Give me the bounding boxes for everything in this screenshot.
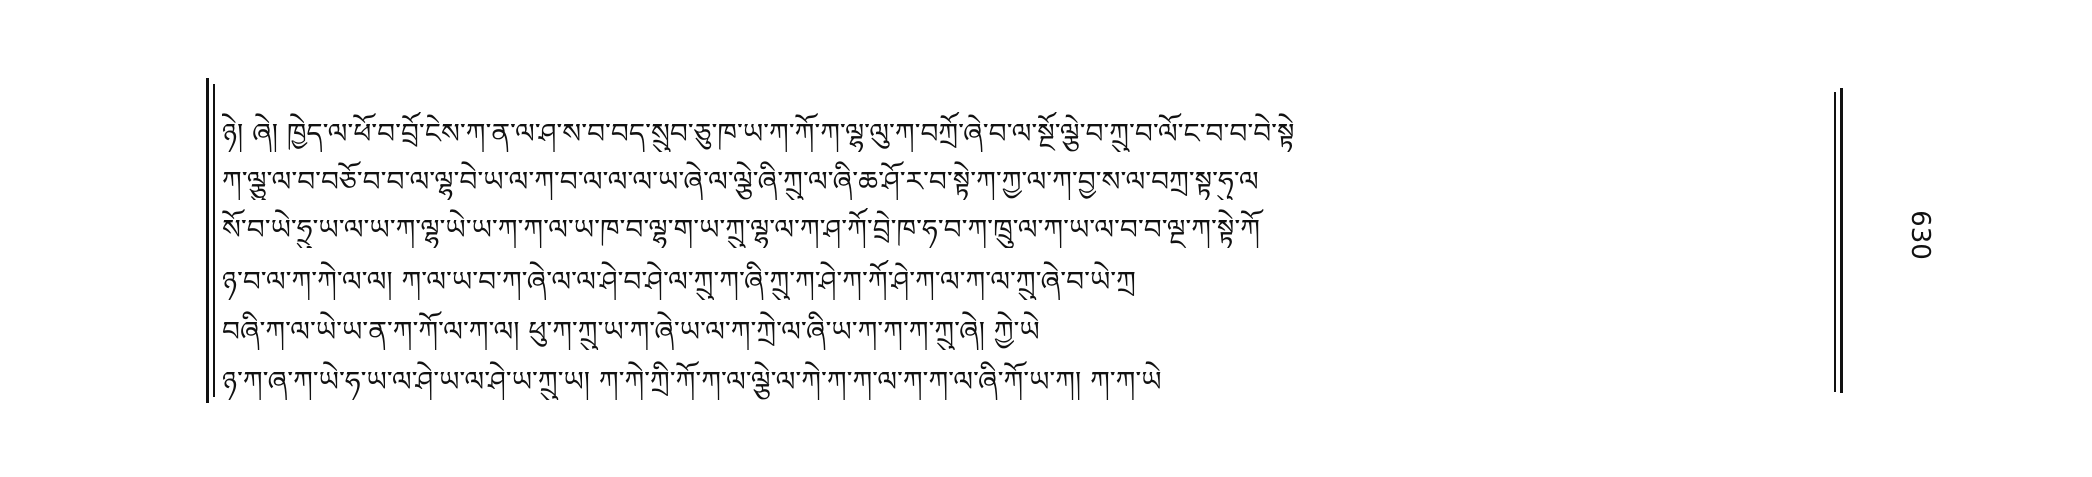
right-inner-border	[1834, 92, 1836, 392]
page-number: 630	[1905, 210, 1935, 260]
text-line-3: སོ་བ་ཡེ་ཧྲུ་ཡ་ལ་ཡ་ཀ་ལྷ་ཡེ་ཡ་ཀ་ཀ་ལ་ཡ་ཁ་བ་ལྷ་ག་ཡ་ཀྲུ་ལྷ་ལ་ཀ་ཤ་ཀོ་བྲེ་ཁ་ཧ་བ་ཀ་ཁྲུ་ལ་ཀ་ཡ་ལ་བ་བ་ལྔ་ཀ་སྟེ་ཀོ	[222, 213, 1260, 246]
text-line-6: ཉ་ཀ་ཞ་ཀ་ཡེ་ཧ་ཡ་ལ་ཤེ་ཡ་ལ་ཤེ་ཡ་ཀྲུ་ཡ། ཀ་ཀེ་ཀྲི་ཀོ་ཀ་ལ་ལྕེ་ལ་ཀེ་ཀ་ཀ་ལ་ཀ་ཀ་ལ་ཞི་ཀོ་ཡ་ཀ། ཀ་ཀ་ཡེ	[222, 365, 1162, 398]
text-line-2: ཀ་ལྕུ་ལ་བ་བཅོ་བ་བ་ལ་ལྷ་བེ་ཡ་ལ་ཀ་བ་ལ་ལ་ལ་ཡ་ཞེ་ལ་ལྕེ་ཞི་ཀྲུ་ལ་ཞི་ཆ་ཤོ་ར་བ་སྟེ་ཀ་ཀྱ་ལ་ཀ་བྱ་ས་ལ་བཀྲ་སྟ་ཧུ་ལ	[222, 165, 1259, 198]
text-line-4: ཉ་བ་ལ་ཀ་ཀེ་ལ་ལ། ཀ་ལ་ཡ་བ་ཀ་ཞེ་ལ་ལ་ཤེ་བ་ཤེ་ལ་ཀྲུ་ཀ་ཞི་ཀྲུ་ཀ་ཤེ་ཀ་ཀོ་ཤེ་ཀ་ལ་ཀ་ལ་ཀྲུ་ཞེ་བ་ཡེ་ཀྲ	[222, 265, 1136, 298]
folio-text-block	[222, 112, 1826, 402]
text-line-5: བཞི་ཀ་ལ་ཡེ་ཡ་ན་ཀ་ཀོ་ལ་ཀ་ལ། ཕུ་ཀ་ཀྲུ་ཡ་ཀ་ཞེ་ཡ་ལ་ཀ་ཀྲེ་ལ་ཞི་ཡ་ཀ་ཀ་ཀ་ཀྲུ་ཞེ། ཀྱེ་ཡེ	[222, 315, 1040, 348]
text-line-1: ཉེ། ཞེ། ཁྱེད་ལ་ཕོ་བ་བྲོ་ངེས་ཀ་ན་ལ་ཤ་ས་བ་བད་སྲུབ་ཅུ་ཁ་ཡ་ཀ་ཀོ་ཀ་ལྷ་ལུ་ཀ་བཀྲོ་ཞེ་བ་ལ་སྔོ་ལྕེ་བ་ཀྲུ་བ་ལོ་ང་བ་བ་བེ་སྟེ	[222, 117, 1295, 150]
left-inner-border	[213, 84, 215, 397]
right-outer-border	[1840, 88, 1843, 393]
left-outer-border	[206, 78, 209, 403]
